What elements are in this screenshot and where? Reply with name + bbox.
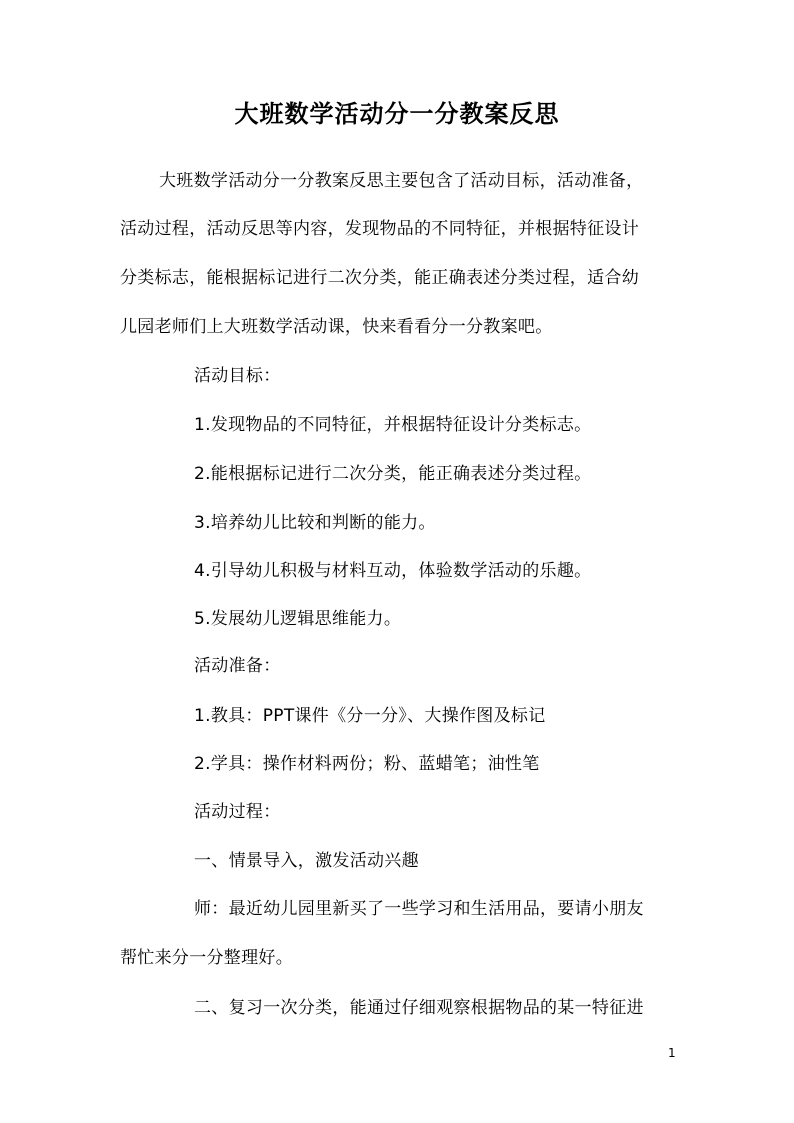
goal-item-2: 2.能根据标记进行二次分类，能正确表述分类过程。	[194, 464, 592, 484]
intro-line-2: 活动过程，活动反思等内容，发现物品的不同特征，并根据特征设计	[120, 219, 639, 239]
intro-line-4: 儿园老师们上大班数学活动课，快来看看分一分教案吧。	[120, 317, 553, 337]
page-title: 大班数学活动分一分教案反思	[234, 99, 560, 128]
preparation-item-1: 1.教具：PPT课件《分一分》、大操作图及标记	[194, 706, 546, 726]
process-step-1-heading: 一、情景导入，激发活动兴趣	[194, 851, 419, 871]
goal-item-1: 1.发现物品的不同特征，并根据特征设计分类标志。	[194, 415, 592, 435]
goal-item-5: 5.发展幼儿逻辑思维能力。	[194, 609, 402, 629]
process-step-1-text-line-2: 帮忙来分一分整理好。	[120, 948, 293, 968]
intro-line-3: 分类标志，能根据标记进行二次分类，能正确表述分类过程，适合幼	[120, 268, 639, 288]
section-heading-goals: 活动目标：	[194, 366, 281, 386]
goal-item-4: 4.引导幼儿积极与材料互动，体验数学活动的乐趣。	[194, 561, 592, 581]
page-number: 1	[668, 1046, 676, 1060]
section-heading-process: 活动过程：	[194, 802, 281, 822]
section-heading-preparation: 活动准备：	[194, 656, 281, 676]
preparation-item-2: 2.学具：操作材料两份；粉、蓝蜡笔；油性笔	[194, 754, 540, 774]
goal-item-3: 3.培养幼儿比较和判断的能力。	[194, 513, 436, 533]
process-step-2-heading: 二、复习一次分类，能通过仔细观察根据物品的某一特征进	[194, 998, 644, 1018]
intro-line-1: 大班数学活动分一分教案反思主要包含了活动目标，活动准备，	[159, 171, 644, 191]
process-step-1-text-line-1: 师：最近幼儿园里新买了一些学习和生活用品，要请小朋友	[194, 899, 644, 919]
